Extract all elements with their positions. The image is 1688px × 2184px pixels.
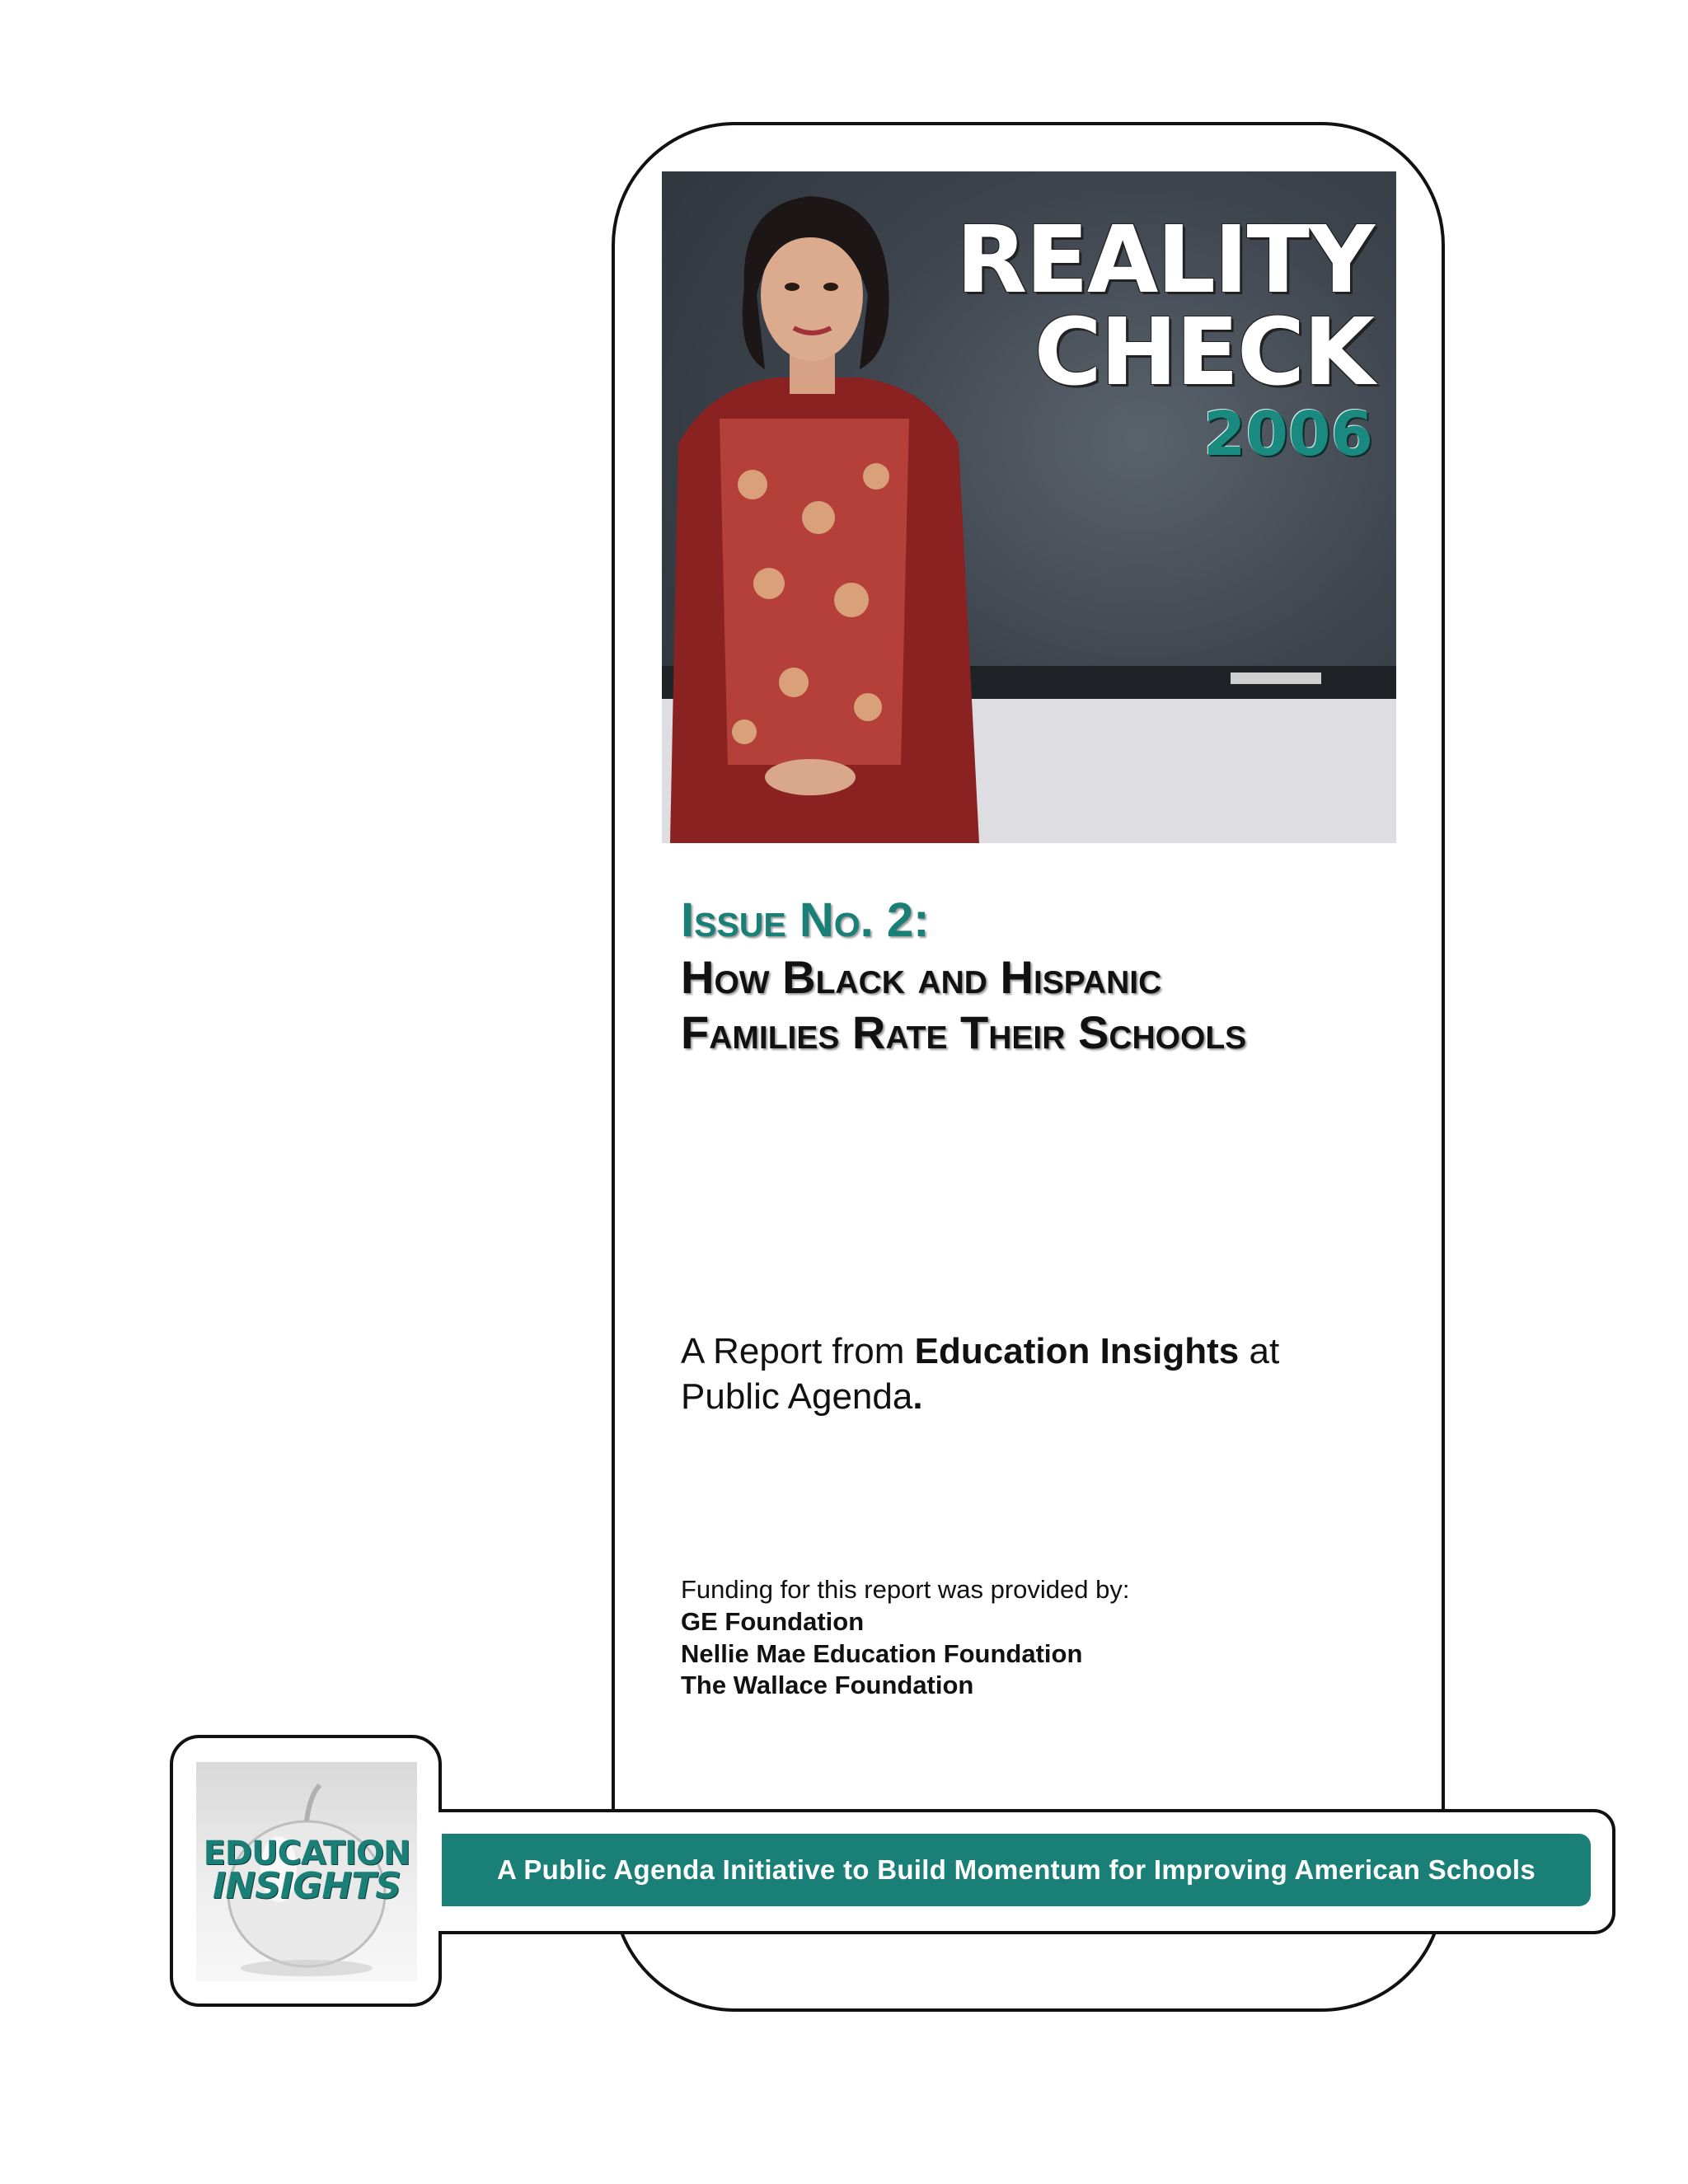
logo-line1: EDUCATION xyxy=(203,1835,410,1872)
funding-intro: Funding for this report was provided by: xyxy=(681,1575,1130,1604)
funder-nellie-mae: Nellie Mae Education Foundation xyxy=(681,1638,1083,1668)
education-insights-logo xyxy=(196,1762,417,1981)
cover-title xyxy=(956,207,1373,470)
funder-wallace: The Wallace Foundation xyxy=(681,1671,974,1700)
cover-photo xyxy=(662,171,1396,843)
report-mid: at xyxy=(1239,1331,1280,1371)
issue-title-line2: Families Rate Their Schools xyxy=(681,1005,1247,1058)
report-credit xyxy=(681,1329,1390,1419)
funder-ge: GE Foundation xyxy=(681,1606,865,1636)
issue-heading xyxy=(681,892,1390,1060)
initiative-banner xyxy=(442,1834,1591,1906)
funding-section xyxy=(681,1574,1390,1702)
logo-line2: INSIGHTS xyxy=(213,1865,401,1907)
cover-title-line2: CHECK xyxy=(1034,299,1373,406)
logo-wordmark xyxy=(196,1835,417,1907)
report-line2: Public Agenda xyxy=(681,1376,913,1417)
report-prefix: A Report from xyxy=(681,1331,915,1371)
banner-text: A Public Agenda Initiative to Build Momentum for Improving American Schools xyxy=(496,1854,1536,1885)
issue-label: Issue No. 2: xyxy=(681,893,930,947)
cover-title-line1: REALITY xyxy=(956,207,1373,314)
report-period: . xyxy=(912,1376,923,1417)
issue-title-line1: How Black and Hispanic xyxy=(681,950,1162,1003)
report-org: Education Insights xyxy=(914,1331,1240,1371)
cover-year: 2006 xyxy=(1203,399,1373,470)
